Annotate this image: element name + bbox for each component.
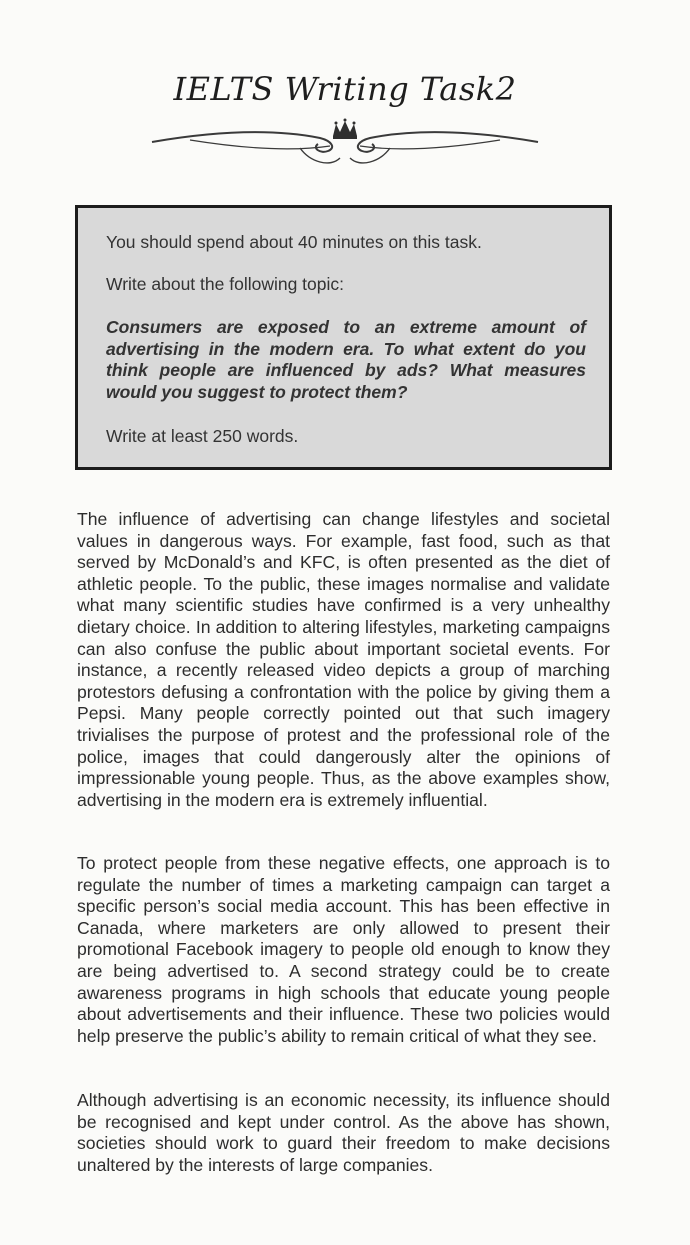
crown-flourish-icon: [150, 118, 540, 178]
task-question: Consumers are exposed to an extreme amount of advertising in the modern era. To what extent do you think people are influenced by ads? What measures would you suggest to protect them?: [106, 317, 586, 402]
time-instruction: You should spend about 40 minutes on this task.: [106, 232, 482, 252]
topic-instruction: Write about the following topic:: [106, 274, 345, 294]
page-title: IELTS Writing Task2: [173, 70, 517, 108]
essay-paragraph-1: The influence of advertising can change lifestyles and societal values in dangerous ways. For example, fast food, such as that served by McDonald’s and KFC, is often presented as the diet of athletic people. To the public, these images normalise and validate what many scientific studies have confirmed is a very unhealthy dietary choice. In addition to altering lifestyles, marketing campaigns can also confuse the public about important societal events. For instance, a recently released video depicts a group of marching protestors defusing a confrontation with the police by giving them a Pepsi. Many people correctly pointed out that such imagery trivialises the purpose of protest and the professional role of the police, images that could dangerously alter the opinions of impressionable young people. Thus, as the above examples show, advertising in the modern era is extremely influential.: [77, 509, 610, 810]
essay-paragraph-2: To protect people from these negative effects, one approach is to regulate the number of times a marketing campaign can target a specific person’s social media account. This has been effective in Canada, where marketers are only allowed to present their promotional Facebook imagery to people old enough to know they are being advertised to. A second strategy could be to create awareness programs in high schools that educate young people about advertisements and their influence. These two policies would help preserve the public’s ability to remain critical of what they see.: [77, 853, 610, 1046]
word-count-instruction: Write at least 250 words.: [106, 426, 299, 446]
essay-paragraph-3: Although advertising is an economic necessity, its influence should be recognised and kept under control. As the above has shown, societies should work to guard their freedom to make decisions unaltered by the interests of large companies.: [77, 1090, 610, 1175]
task-prompt-box: [75, 205, 612, 470]
